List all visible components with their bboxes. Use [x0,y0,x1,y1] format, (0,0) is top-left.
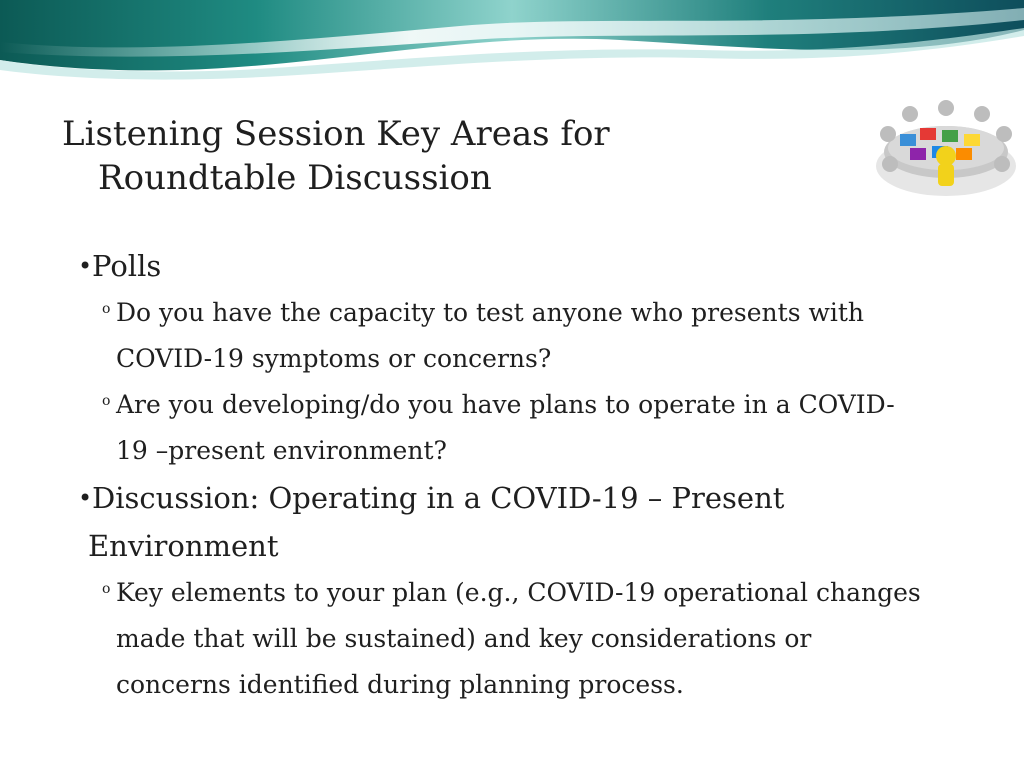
title-line-2: Roundtable Discussion [98,158,492,198]
hollow-circle-bullet-icon: o [102,393,111,409]
bullet-polls [78,242,978,290]
sub-bullet-line-1: Key elements to your plan (e.g., COVID-19 operational changes [116,578,921,607]
hollow-circle-bullet-icon: o [102,581,111,597]
roundtable-puzzle-clipart-icon [870,94,1022,202]
hollow-circle-bullet-icon: o [102,301,111,317]
sub-bullet-line-1: Do you have the capacity to test anyone who presents with [116,298,865,327]
sub-bullet-line-2: COVID-19 symptoms or concerns? [116,344,552,373]
sub-bullet-plans [102,382,978,474]
bullet-text-line-1: Discussion: Operating in a COVID-19 – Present [92,481,785,515]
page-title [62,112,822,200]
bullet-text: Polls [92,249,162,283]
sub-bullet-line-2: made that will be sustained) and key considerations or [116,624,812,653]
sub-bullet-line-1: Are you developing/do you have plans to operate in a COVID- [116,390,895,419]
title-line-1: Listening Session Key Areas for [62,114,610,154]
filled-dot-bullet-icon: • [78,252,93,280]
bullet-text-line-2: Environment [88,529,279,563]
sub-bullet-line-2: 19 –present environment? [116,436,447,465]
sub-bullet-key-elements [102,570,978,708]
slide-content [78,242,978,708]
filled-dot-bullet-icon: • [78,484,93,512]
sub-bullet-capacity [102,290,978,382]
sub-bullet-line-3: concerns identified during planning process. [116,670,684,699]
bullet-discussion [78,474,978,570]
teal-wave-banner [0,0,1024,82]
